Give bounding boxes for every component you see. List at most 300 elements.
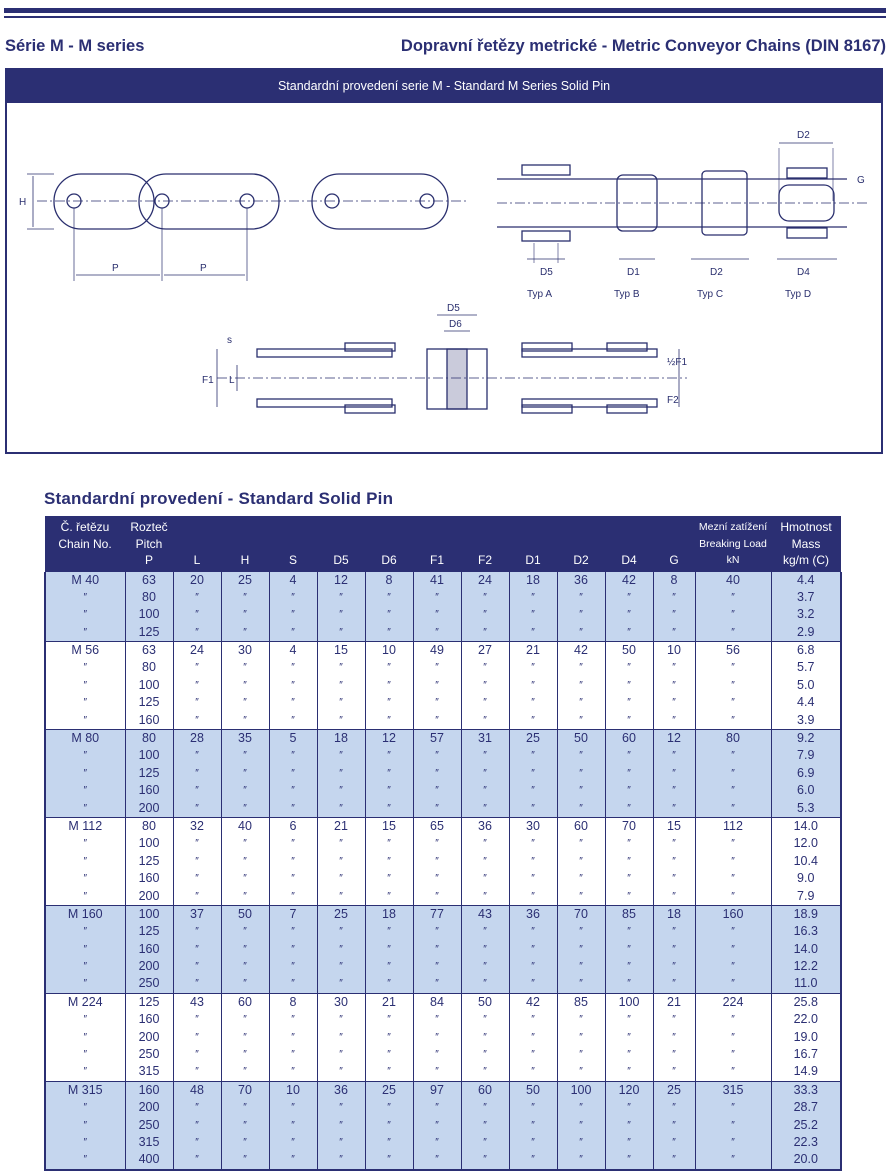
ditto-mark: ″ bbox=[195, 1137, 199, 1148]
ditto-mark: ″ bbox=[83, 855, 88, 867]
ditto-mark: ″ bbox=[531, 785, 535, 797]
column-header bbox=[221, 516, 269, 572]
ditto-mark: ″ bbox=[435, 926, 439, 938]
cell-value: M 315 bbox=[67, 1082, 103, 1097]
cell-value: 8 bbox=[670, 572, 678, 587]
cell-value: 19.0 bbox=[793, 1029, 818, 1044]
ditto-mark: ″ bbox=[243, 697, 247, 709]
table-cell bbox=[557, 1081, 605, 1169]
cell-value: 50 bbox=[478, 994, 492, 1009]
ditto-mark: ″ bbox=[627, 1031, 631, 1043]
cell-value: 5.0 bbox=[797, 677, 815, 692]
ditto-mark: ″ bbox=[531, 926, 535, 938]
ditto-mark: ″ bbox=[83, 1066, 88, 1078]
ditto-mark: ″ bbox=[195, 855, 199, 867]
column-header-line bbox=[365, 519, 413, 536]
table-cell bbox=[653, 1081, 695, 1169]
ditto-mark: ″ bbox=[291, 714, 295, 726]
cell-value: 41 bbox=[430, 572, 444, 587]
ditto-mark: ″ bbox=[291, 1102, 295, 1114]
column-header bbox=[45, 516, 125, 572]
ditto-mark: ″ bbox=[627, 890, 631, 902]
ditto-mark: ″ bbox=[339, 1102, 343, 1114]
ditto-mark: ″ bbox=[83, 961, 88, 973]
ditto-mark: ″ bbox=[672, 679, 676, 691]
ditto-mark: ″ bbox=[531, 802, 535, 814]
ditto-mark: ″ bbox=[387, 1066, 391, 1078]
ditto-mark: ″ bbox=[672, 1154, 676, 1166]
ditto-mark: ″ bbox=[579, 1066, 583, 1078]
column-header-line: S bbox=[288, 553, 297, 567]
ditto-mark: ″ bbox=[531, 591, 535, 603]
ditto-mark: ″ bbox=[83, 1102, 88, 1114]
cell-value: M 56 bbox=[71, 643, 100, 658]
ditto-mark: ″ bbox=[195, 1119, 199, 1131]
cell-value: 8 bbox=[289, 994, 297, 1009]
label-d2: D2 bbox=[710, 267, 723, 278]
ditto-mark: ″ bbox=[195, 1154, 199, 1166]
cell-value: 4 bbox=[289, 643, 297, 658]
ditto-mark: ″ bbox=[387, 838, 391, 850]
table-cell bbox=[695, 905, 771, 993]
label-typ-a: Typ A bbox=[527, 289, 553, 300]
ditto-mark: ″ bbox=[339, 838, 343, 850]
ditto-mark: ″ bbox=[291, 1049, 295, 1061]
ditto-mark: ″ bbox=[672, 1014, 676, 1026]
cell-value: 42 bbox=[574, 643, 588, 658]
table-cell bbox=[173, 817, 221, 905]
table-cell bbox=[461, 905, 509, 993]
cell-value: 7 bbox=[289, 906, 297, 921]
ditto-mark: ″ bbox=[579, 714, 583, 726]
cell-value: 125 bbox=[138, 765, 160, 780]
ditto-mark: ″ bbox=[531, 1066, 535, 1078]
table-cell bbox=[771, 993, 841, 1081]
cell-value: 4.4 bbox=[797, 572, 815, 587]
cell-value: 33.3 bbox=[793, 1082, 818, 1097]
ditto-mark: ″ bbox=[627, 873, 631, 885]
column-header bbox=[269, 516, 317, 572]
table-cell bbox=[509, 572, 557, 642]
column-header-line bbox=[461, 519, 509, 536]
ditto-mark: ″ bbox=[672, 1066, 676, 1078]
ditto-mark: ″ bbox=[531, 1119, 535, 1131]
cell-value: 21 bbox=[382, 994, 396, 1009]
cell-value: 24 bbox=[190, 643, 204, 658]
ditto-mark: ″ bbox=[195, 978, 199, 990]
ditto-mark: ″ bbox=[627, 609, 631, 621]
ditto-mark: ″ bbox=[627, 1137, 631, 1148]
column-header bbox=[173, 516, 221, 572]
ditto-mark: ″ bbox=[243, 1031, 247, 1043]
ditto-mark: ″ bbox=[291, 1119, 295, 1131]
ditto-mark: ″ bbox=[243, 626, 247, 638]
cell-value: 85 bbox=[574, 994, 588, 1009]
ditto-mark: ″ bbox=[195, 926, 199, 938]
ditto-mark: ″ bbox=[579, 591, 583, 603]
column-header-line bbox=[317, 536, 365, 553]
cell-value: 315 bbox=[138, 1135, 160, 1149]
ditto-mark: ″ bbox=[483, 697, 487, 709]
cell-value: 25.2 bbox=[793, 1117, 818, 1132]
ditto-mark: ″ bbox=[291, 1066, 295, 1078]
table-cell bbox=[557, 642, 605, 730]
ditto-mark: ″ bbox=[339, 679, 343, 691]
ditto-mark: ″ bbox=[627, 926, 631, 938]
column-header-line: D6 bbox=[381, 553, 397, 567]
ditto-mark: ″ bbox=[195, 767, 199, 779]
table-cell bbox=[317, 572, 365, 642]
ditto-mark: ″ bbox=[83, 626, 88, 638]
ditto-mark: ″ bbox=[531, 961, 535, 973]
cell-value: 25 bbox=[334, 906, 348, 921]
ditto-mark: ″ bbox=[627, 943, 631, 955]
column-header-line bbox=[461, 536, 509, 553]
ditto-mark: ″ bbox=[579, 1049, 583, 1061]
ditto-mark: ″ bbox=[579, 838, 583, 850]
roller-a bbox=[522, 165, 570, 175]
ditto-mark: ″ bbox=[243, 1102, 247, 1114]
ditto-mark: ″ bbox=[243, 1049, 247, 1061]
label-h: H bbox=[19, 197, 27, 208]
ditto-mark: ″ bbox=[243, 802, 247, 814]
cell-value: 200 bbox=[138, 888, 160, 903]
column-header bbox=[461, 516, 509, 572]
table-cell bbox=[557, 993, 605, 1081]
ditto-mark: ″ bbox=[483, 750, 487, 762]
ditto-mark: ″ bbox=[243, 890, 247, 902]
table-row-group bbox=[45, 905, 841, 993]
column-header-line bbox=[269, 536, 317, 553]
column-header-line: Pitch bbox=[135, 536, 163, 551]
cell-value: 27 bbox=[478, 643, 492, 658]
column-header bbox=[557, 516, 605, 572]
cell-value: 50 bbox=[526, 1082, 540, 1097]
ditto-mark: ″ bbox=[531, 1154, 535, 1166]
cell-value: 60 bbox=[574, 818, 588, 833]
column-header bbox=[413, 516, 461, 572]
table-cell bbox=[771, 572, 841, 642]
ditto-mark: ″ bbox=[579, 873, 583, 885]
cell-value: 12.2 bbox=[793, 959, 818, 974]
label-typ-d: Typ D bbox=[785, 289, 812, 300]
table-cell bbox=[413, 817, 461, 905]
ditto-mark: ″ bbox=[531, 1031, 535, 1043]
cell-value: M 112 bbox=[68, 818, 103, 833]
cell-value: 7.9 bbox=[797, 888, 815, 903]
cell-value: 49 bbox=[430, 643, 444, 658]
cell-value: 16.7 bbox=[793, 1047, 818, 1062]
ditto-mark: ″ bbox=[672, 1031, 676, 1043]
ditto-mark: ″ bbox=[243, 961, 247, 973]
label-f1: F1 bbox=[202, 375, 214, 386]
column-header bbox=[695, 516, 771, 572]
ditto-mark: ″ bbox=[435, 1119, 439, 1131]
ditto-mark: ″ bbox=[579, 943, 583, 955]
label-half-f1: ½F1 bbox=[667, 357, 688, 368]
column-header-line bbox=[269, 519, 317, 536]
ditto-mark: ″ bbox=[731, 926, 735, 938]
ditto-mark: ″ bbox=[243, 1137, 247, 1148]
table-cell bbox=[365, 572, 413, 642]
table-cell bbox=[173, 572, 221, 642]
ditto-mark: ″ bbox=[627, 1049, 631, 1061]
label-d6: D6 bbox=[449, 319, 462, 330]
ditto-mark: ″ bbox=[243, 591, 247, 603]
table-cell bbox=[695, 1081, 771, 1169]
ditto-mark: ″ bbox=[531, 714, 535, 726]
ditto-mark: ″ bbox=[731, 679, 735, 691]
table-cell bbox=[173, 993, 221, 1081]
table-cell bbox=[413, 1081, 461, 1169]
ditto-mark: ″ bbox=[579, 1119, 583, 1131]
cell-value: 100 bbox=[138, 607, 160, 622]
cell-value: 250 bbox=[138, 1047, 160, 1062]
cell-value: 400 bbox=[138, 1152, 160, 1167]
label-f2: F2 bbox=[667, 395, 679, 406]
ditto-mark: ″ bbox=[672, 1119, 676, 1131]
ditto-mark: ″ bbox=[579, 1014, 583, 1026]
ditto-mark: ″ bbox=[483, 873, 487, 885]
cell-value: 60 bbox=[238, 994, 252, 1009]
ditto-mark: ″ bbox=[243, 679, 247, 691]
side-link-3 bbox=[312, 174, 448, 229]
cell-value: 32 bbox=[190, 818, 204, 833]
ditto-mark: ″ bbox=[672, 750, 676, 762]
ditto-mark: ″ bbox=[627, 855, 631, 867]
table-cell bbox=[269, 993, 317, 1081]
ditto-mark: ″ bbox=[387, 767, 391, 779]
cell-value: 160 bbox=[138, 712, 160, 727]
ditto-mark: ″ bbox=[387, 855, 391, 867]
ditto-mark: ″ bbox=[83, 697, 88, 709]
ditto-mark: ″ bbox=[483, 1066, 487, 1078]
label-typ-c: Typ C bbox=[697, 289, 724, 300]
cell-value: 22.3 bbox=[793, 1135, 818, 1149]
table-body bbox=[45, 572, 841, 1170]
table-cell bbox=[461, 817, 509, 905]
ditto-mark: ″ bbox=[731, 890, 735, 902]
table-row-group bbox=[45, 730, 841, 818]
column-header-line: Hmotnost bbox=[780, 520, 832, 534]
cell-value: 14.9 bbox=[793, 1064, 818, 1079]
ditto-mark: ″ bbox=[483, 1137, 487, 1148]
cell-value: 42 bbox=[526, 994, 540, 1009]
column-header bbox=[605, 516, 653, 572]
cell-value: 100 bbox=[138, 677, 160, 692]
column-header bbox=[771, 516, 841, 572]
ditto-mark: ″ bbox=[291, 1031, 295, 1043]
ditto-mark: ″ bbox=[243, 750, 247, 762]
ditto-mark: ″ bbox=[83, 1154, 88, 1166]
column-header-line bbox=[317, 519, 365, 536]
column-header bbox=[317, 516, 365, 572]
ditto-mark: ″ bbox=[483, 785, 487, 797]
ditto-mark: ″ bbox=[672, 609, 676, 621]
cell-value: 25 bbox=[526, 731, 540, 746]
cell-value: 16.3 bbox=[793, 924, 818, 939]
cell-value: 100 bbox=[570, 1082, 592, 1097]
column-header-line: Rozteč bbox=[130, 520, 168, 534]
table-cell bbox=[461, 1081, 509, 1169]
table-cell bbox=[771, 817, 841, 905]
ditto-mark: ″ bbox=[731, 961, 735, 973]
ditto-mark: ″ bbox=[672, 1049, 676, 1061]
ditto-mark: ″ bbox=[339, 802, 343, 814]
column-header-line bbox=[605, 519, 653, 536]
column-header-line: P bbox=[144, 553, 153, 567]
table-cell bbox=[509, 730, 557, 818]
column-header bbox=[653, 516, 695, 572]
ditto-mark: ″ bbox=[731, 1119, 735, 1131]
column-header-line: D2 bbox=[573, 553, 589, 567]
ditto-mark: ″ bbox=[291, 662, 295, 674]
cell-value: 63 bbox=[142, 643, 156, 658]
table-cell bbox=[221, 1081, 269, 1169]
ditto-mark: ″ bbox=[435, 890, 439, 902]
cell-value: 12 bbox=[334, 572, 348, 587]
cell-value: 77 bbox=[430, 906, 444, 921]
cell-value: 28.7 bbox=[793, 1100, 818, 1115]
table-cell bbox=[45, 817, 125, 905]
table-cell bbox=[695, 730, 771, 818]
cell-value: 18 bbox=[526, 572, 540, 587]
ditto-mark: ″ bbox=[672, 961, 676, 973]
ditto-mark: ″ bbox=[291, 873, 295, 885]
ditto-mark: ″ bbox=[83, 785, 88, 797]
column-header-line: kg/m (C) bbox=[783, 553, 829, 567]
chain-spec-table bbox=[44, 516, 842, 1171]
table-cell bbox=[173, 905, 221, 993]
cell-value: 21 bbox=[334, 818, 348, 833]
cell-value: 36 bbox=[526, 906, 540, 921]
ditto-mark: ″ bbox=[195, 626, 199, 638]
ditto-mark: ″ bbox=[731, 750, 735, 762]
table-cell bbox=[269, 1081, 317, 1169]
ditto-mark: ″ bbox=[531, 943, 535, 955]
table-cell bbox=[413, 642, 461, 730]
cell-value: M 40 bbox=[71, 572, 100, 587]
ditto-mark: ″ bbox=[243, 926, 247, 938]
ditto-mark: ″ bbox=[531, 1102, 535, 1114]
table-cell bbox=[365, 642, 413, 730]
cell-value: 30 bbox=[526, 818, 540, 833]
ditto-mark: ″ bbox=[339, 926, 343, 938]
cell-value: 14.0 bbox=[793, 941, 818, 956]
ditto-mark: ″ bbox=[731, 591, 735, 603]
ditto-mark: ″ bbox=[387, 1119, 391, 1131]
table-cell bbox=[365, 905, 413, 993]
ditto-mark: ″ bbox=[291, 943, 295, 955]
ditto-mark: ″ bbox=[339, 626, 343, 638]
table-cell bbox=[461, 572, 509, 642]
ditto-mark: ″ bbox=[195, 873, 199, 885]
ditto-mark: ″ bbox=[731, 697, 735, 709]
ditto-mark: ″ bbox=[731, 1154, 735, 1166]
cell-value: 70 bbox=[238, 1082, 252, 1097]
ditto-mark: ″ bbox=[483, 855, 487, 867]
cell-value: 50 bbox=[622, 643, 636, 658]
label-d1: D1 bbox=[627, 267, 640, 278]
ditto-mark: ″ bbox=[291, 1014, 295, 1026]
cell-value: 2.9 bbox=[797, 624, 815, 639]
cell-value: M 160 bbox=[67, 906, 103, 921]
ditto-mark: ″ bbox=[672, 591, 676, 603]
ditto-mark: ″ bbox=[435, 1049, 439, 1061]
table-cell bbox=[695, 817, 771, 905]
ditto-mark: ″ bbox=[731, 1137, 735, 1148]
ditto-mark: ″ bbox=[339, 943, 343, 955]
cell-value: 40 bbox=[726, 572, 740, 587]
cell-value: 125 bbox=[138, 924, 160, 939]
table-header bbox=[45, 516, 841, 572]
ditto-mark: ″ bbox=[627, 1102, 631, 1114]
ditto-mark: ″ bbox=[83, 1031, 88, 1043]
column-header-line bbox=[173, 519, 221, 536]
table-cell bbox=[653, 730, 695, 818]
ditto-mark: ″ bbox=[387, 697, 391, 709]
ditto-mark: ″ bbox=[435, 1014, 439, 1026]
cell-value: 160 bbox=[722, 906, 744, 921]
column-header-line bbox=[653, 519, 695, 536]
column-header-line bbox=[605, 536, 653, 553]
cell-value: 315 bbox=[138, 1064, 160, 1079]
ditto-mark: ″ bbox=[83, 926, 88, 938]
cell-value: M 80 bbox=[71, 731, 100, 746]
table-cell bbox=[221, 730, 269, 818]
cell-value: 100 bbox=[618, 994, 640, 1009]
column-header-line: D5 bbox=[333, 553, 349, 567]
ditto-mark: ″ bbox=[579, 609, 583, 621]
ditto-mark: ″ bbox=[731, 1049, 735, 1061]
table-cell bbox=[461, 730, 509, 818]
column-header-line: Mass bbox=[791, 536, 821, 551]
column-header bbox=[509, 516, 557, 572]
ditto-mark: ″ bbox=[435, 961, 439, 973]
ditto-mark: ″ bbox=[83, 943, 88, 955]
ditto-mark: ″ bbox=[435, 697, 439, 709]
catalog-title: Dopravní řetězy metrické - Metric Conveyor Chains (DIN 8167) bbox=[400, 37, 886, 55]
table-cell bbox=[461, 642, 509, 730]
ditto-mark: ″ bbox=[627, 662, 631, 674]
ditto-mark: ″ bbox=[579, 697, 583, 709]
cell-value: 160 bbox=[138, 1012, 160, 1027]
ditto-mark: ″ bbox=[483, 1031, 487, 1043]
cell-value: 80 bbox=[142, 660, 156, 675]
ditto-mark: ″ bbox=[339, 591, 343, 603]
ditto-mark: ″ bbox=[83, 1049, 88, 1061]
label-g: G bbox=[857, 175, 865, 186]
chain-technical-drawing bbox=[7, 103, 881, 452]
column-header-line bbox=[557, 519, 605, 536]
ditto-mark: ″ bbox=[531, 750, 535, 762]
ditto-mark: ″ bbox=[195, 961, 199, 973]
table-cell bbox=[605, 572, 653, 642]
ditto-mark: ″ bbox=[731, 714, 735, 726]
ditto-mark: ″ bbox=[339, 1137, 343, 1148]
ditto-mark: ″ bbox=[83, 1014, 88, 1026]
ditto-mark: ″ bbox=[387, 1154, 391, 1166]
ditto-mark: ″ bbox=[483, 802, 487, 814]
cell-value: 5 bbox=[289, 731, 297, 746]
top-rule-thick bbox=[4, 8, 886, 13]
ditto-mark: ″ bbox=[83, 1137, 88, 1148]
label-p2: P bbox=[200, 263, 207, 274]
ditto-mark: ″ bbox=[195, 1031, 199, 1043]
ditto-mark: ″ bbox=[339, 1049, 343, 1061]
cell-value: 40 bbox=[238, 818, 252, 833]
ditto-mark: ″ bbox=[83, 838, 88, 850]
